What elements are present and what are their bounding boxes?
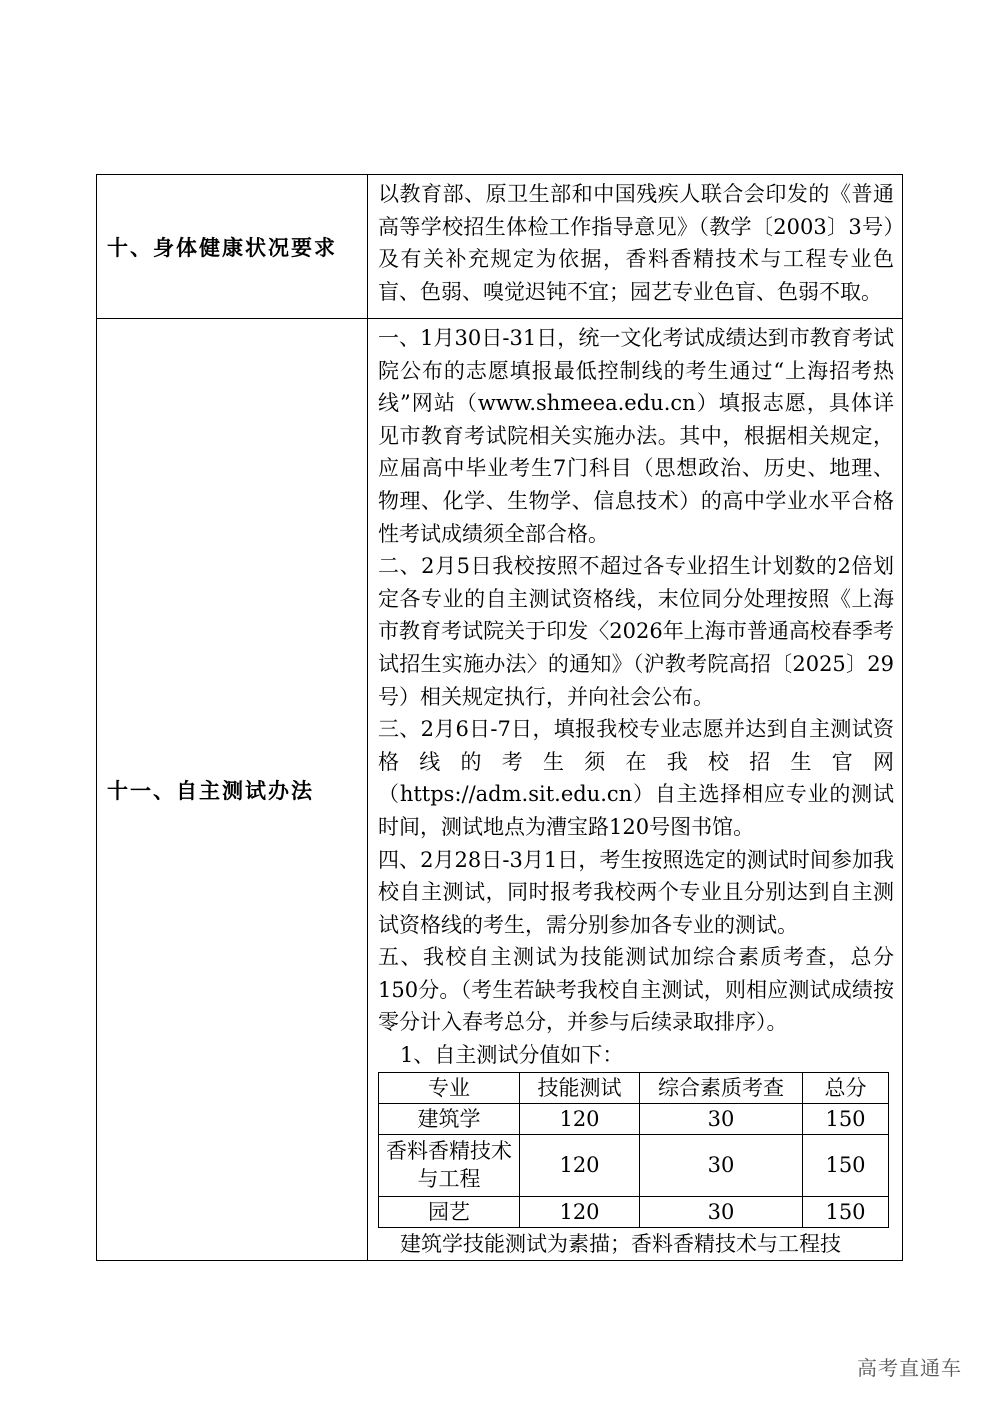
score-table-cell-total: 150 <box>803 1196 889 1227</box>
score-table-cell-total: 150 <box>803 1134 889 1196</box>
watermark: 高考直通车 <box>857 1356 962 1380</box>
self-test-content <box>368 319 903 1261</box>
self-test-paragraph-5: 五、我校自主测试为技能测试加综合素质考查，总分150分。（考生若缺考我校自主测试，则相应测试成绩按零分计入春考总分，并参与后续录取排序）。 <box>378 945 894 1035</box>
self-test-paragraph-4: 四、2月28日-3月1日，考生按照选定的测试时间参加我校自主测试，同时报考我校两个专业且分别达到自主测试资格线的考生，需分别参加各专业的测试。 <box>378 847 894 937</box>
skill-test-description: 建筑学技能测试为素描；香料香精技术与工程技 <box>400 1231 841 1256</box>
self-test-paragraph-2: 二、2月5日我校按照不超过各专业招生计划数的2倍划定各专业的自主测试资格线，末位同分处理按照《上海市教育考试院关于印发〈2026年上海市普通高校春季考试招生实施办法〉的通知》（沪教考院高招〔2025〕29号）相关规定执行，并向社会公布。 <box>378 554 894 709</box>
score-table-heading: 1、自主测试分值如下： <box>400 1043 624 1068</box>
table-row <box>379 1103 889 1134</box>
health-requirement-content <box>368 175 903 319</box>
health-requirement-label: 十、身体健康状况要求 <box>97 175 368 319</box>
score-table-cell-quality: 30 <box>640 1196 803 1227</box>
score-table-cell-quality: 30 <box>640 1134 803 1196</box>
score-table-cell-major: 香料香精技术与工程 <box>379 1134 520 1196</box>
table-row <box>379 1134 889 1196</box>
score-table-cell-skill: 120 <box>520 1134 640 1196</box>
score-table-cell-major: 园艺 <box>379 1196 520 1227</box>
score-table-header-skill: 技能测试 <box>520 1072 640 1103</box>
health-requirement-paragraph: 以教育部、原卫生部和中国残疾人联合会印发的《普通高等学校招生体检工作指导意见》（教学〔2003〕3号）及有关补充规定为依据，香料香精技术与工程专业色盲、色弱、嗅觉迟钝不宜；园艺专业色盲、色弱不取。 <box>378 182 894 304</box>
score-table-cell-major: 建筑学 <box>379 1103 520 1134</box>
score-table-header-major: 专业 <box>379 1072 520 1103</box>
self-test-label: 十一、自主测试办法 <box>97 319 368 1261</box>
health-requirement-row <box>97 175 903 319</box>
self-test-paragraph-1: 一、1月30日-31日，统一文化考试成绩达到市教育考试院公布的志愿填报最低控制线的考生通过“上海招考热线”网站（www.shmeea.edu.cn）填报志愿，具体详见市教育考试院相关实施办法。其中，根据相关规定，应届高中毕业考生7门科目（思想政治、历史、地理、物理、化学、生物学、信息技术）的高中学业水平合格性考试成绩须全部合格。 <box>378 326 894 546</box>
admission-rules-table <box>96 174 903 1261</box>
score-table-cell-quality: 30 <box>640 1103 803 1134</box>
score-table-header-quality: 综合素质考查 <box>640 1072 803 1103</box>
score-table-cell-skill: 120 <box>520 1196 640 1227</box>
table-row <box>379 1196 889 1227</box>
self-test-row <box>97 319 903 1261</box>
score-table-cell-total: 150 <box>803 1103 889 1134</box>
self-test-paragraph-3: 三、2月6日-7日，填报我校专业志愿并达到自主测试资格线的考生须在我校招生官网（https://adm.sit.edu.cn）自主选择相应专业的测试时间，测试地点为漕宝路120号图书馆。 <box>378 717 894 839</box>
score-table <box>378 1072 889 1228</box>
score-table-header-total: 总分 <box>803 1072 889 1103</box>
score-table-cell-skill: 120 <box>520 1103 640 1134</box>
score-table-header-row <box>379 1072 889 1103</box>
